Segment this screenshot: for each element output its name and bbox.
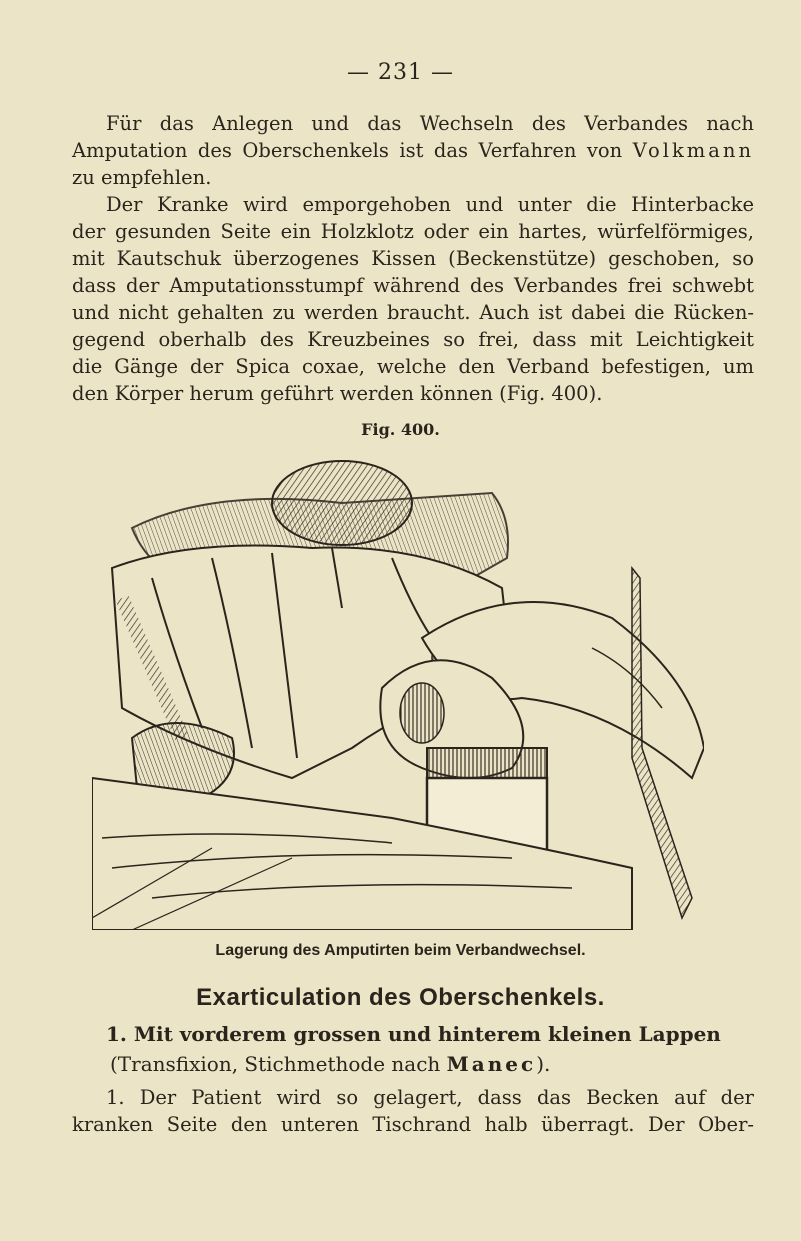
- paragraph-lagerung: [72, 1084, 754, 1138]
- text-line: kranken Seite den unteren Tischrand halb überragt. Der Ober-: [72, 1113, 754, 1136]
- paragraph-volkmann: [72, 110, 754, 191]
- figure-caption: Lagerung des Amputirten beim Verbandwechsel.: [215, 942, 586, 959]
- subheading-line-1: 1. Mit vorderem grossen und hinterem kleinen Lappen: [106, 1022, 721, 1046]
- text-line: Der Kranke wird emporgehoben und unter die Hinterbacke: [106, 193, 754, 216]
- figure-illustration: [92, 448, 704, 930]
- text-line: die Gänge der Spica coxae, welche den Verband befestigen, um: [72, 355, 754, 378]
- author-name-volkmann: Volkmann: [632, 139, 755, 162]
- text-line: den Körper herum geführt werden können (Fig. 400).: [72, 382, 603, 405]
- text-line: der gesunden Seite ein Holzklotz oder ein hartes, würfelförmiges,: [72, 220, 754, 243]
- section-heading: Exarticulation des Oberschenkels.: [196, 984, 605, 1011]
- author-name-manec: Manec: [446, 1052, 537, 1076]
- paragraph-beckenstuetze: [72, 191, 754, 407]
- page-number: — 231 —: [347, 60, 454, 85]
- text-line: mit Kautschuk überzogenes Kissen (Beckenstütze) geschoben, so: [72, 247, 754, 270]
- figure-label: Fig. 400.: [361, 420, 440, 439]
- text-line: 1. Der Patient wird so gelagert, dass das Becken auf der: [106, 1086, 754, 1109]
- text-line: gegend oberhalb des Kreuzbeines so frei, dass mit Leichtigkeit: [72, 328, 754, 351]
- subheading-line-2: (Transfixion, Stichmethode nach Manec).: [110, 1052, 551, 1076]
- text-line: Amputation des Oberschenkels ist das Verfahren von Volkmann: [72, 139, 755, 162]
- text-line: dass der Amputationsstumpf während des Verbandes frei schwebt: [72, 274, 754, 297]
- text-line: zu empfehlen.: [72, 166, 212, 189]
- text-line: Für das Anlegen und das Wechseln des Verbandes nach: [106, 112, 754, 135]
- text-line: und nicht gehalten zu werden braucht. Auch ist dabei die Rücken-: [72, 301, 754, 324]
